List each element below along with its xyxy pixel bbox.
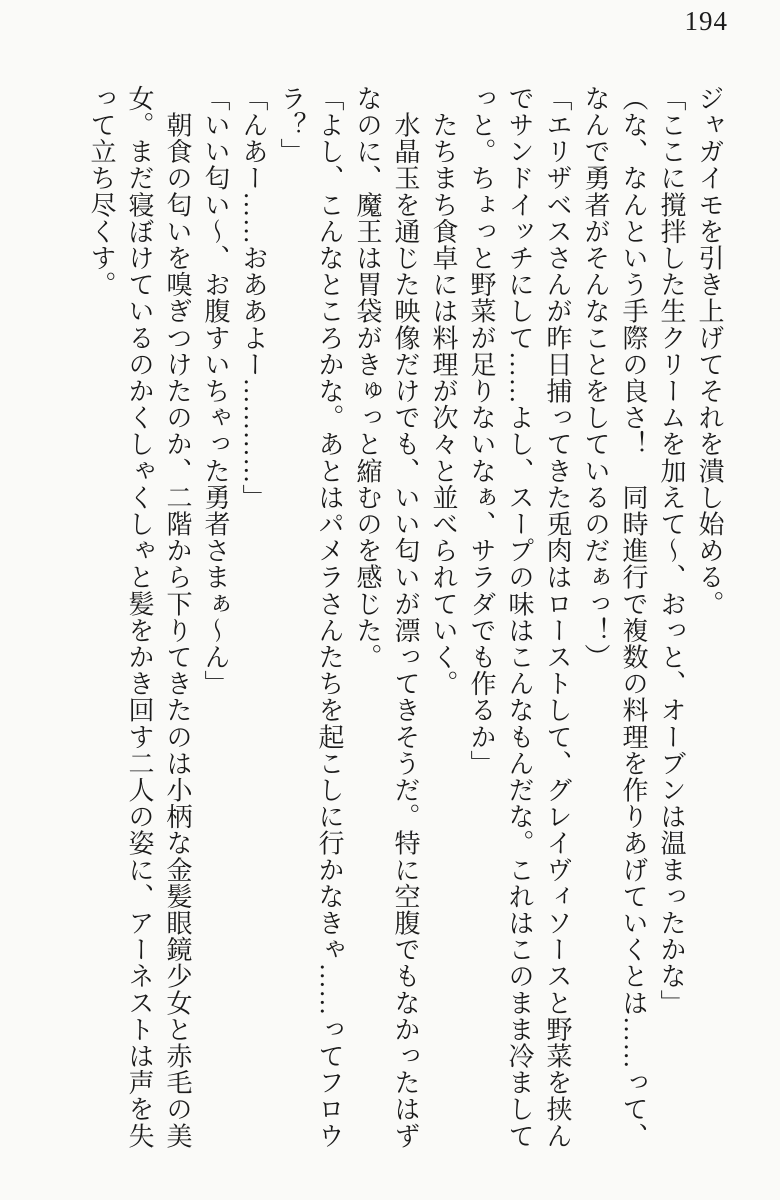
page-number: 194 bbox=[684, 6, 728, 36]
text-line: 水晶玉を通じた映像だけでも、いい匂いが漂ってきそうだ。特に空腹でもなかったはず bbox=[391, 85, 420, 1149]
text-line: 「よし、こんなところかな。あとはパメラさんたちを起こしに行かなきゃ……ってフロウ bbox=[315, 85, 344, 1149]
text-line: ラ？」 bbox=[277, 85, 306, 165]
text-line: 朝食の匂いを嗅ぎつけたのか、二階から下りてきたのは小柄な金髪眼鏡少女と赤毛の美 bbox=[163, 85, 192, 1149]
text-line: たちまち食卓には料理が次々と並べられていく。 bbox=[429, 85, 458, 697]
text-line: 「んあー……おああよー…………」 bbox=[239, 85, 268, 511]
text-line: なのに、魔王は胃袋がきゅっと縮むのを感じた。 bbox=[353, 85, 382, 671]
text-line: 「ここに撹拌した生クリームを加えて～、おっと、オーブンは温まったかな」 bbox=[657, 85, 686, 1016]
text-line: 「エリザベスさんが昨日捕ってきた兎肉はローストして、グレイヴィソースと野菜を挟ん bbox=[543, 85, 572, 1149]
text-line: （な、なんという手際の良さ！ 同時進行で複数の料理を作りあげていくとは……って、 bbox=[619, 85, 648, 1149]
text-line: でサンドイッチにして……よし、スープの味はこんなもんだな。これはこのまま冷まして bbox=[505, 85, 534, 1149]
text-line: って立ち尽くす。 bbox=[87, 85, 116, 298]
text-line: 「いい匂い～、お腹すいちゃった勇者さまぁ～ん」 bbox=[201, 85, 230, 697]
text-block bbox=[82, 85, 728, 1165]
text-line: っと。ちょっと野菜が足りないなぁ、サラダでも作るか」 bbox=[467, 85, 496, 777]
text-line: ジャガイモを引き上げてそれを潰し始める。 bbox=[695, 85, 724, 617]
text-line: なんで勇者がそんなことをしているのだぁっ！） bbox=[581, 85, 610, 671]
text-line: 女。まだ寝ぼけているのかくしゃくしゃと髪をかき回す二人の姿に、アーネストは声を失 bbox=[125, 85, 154, 1149]
